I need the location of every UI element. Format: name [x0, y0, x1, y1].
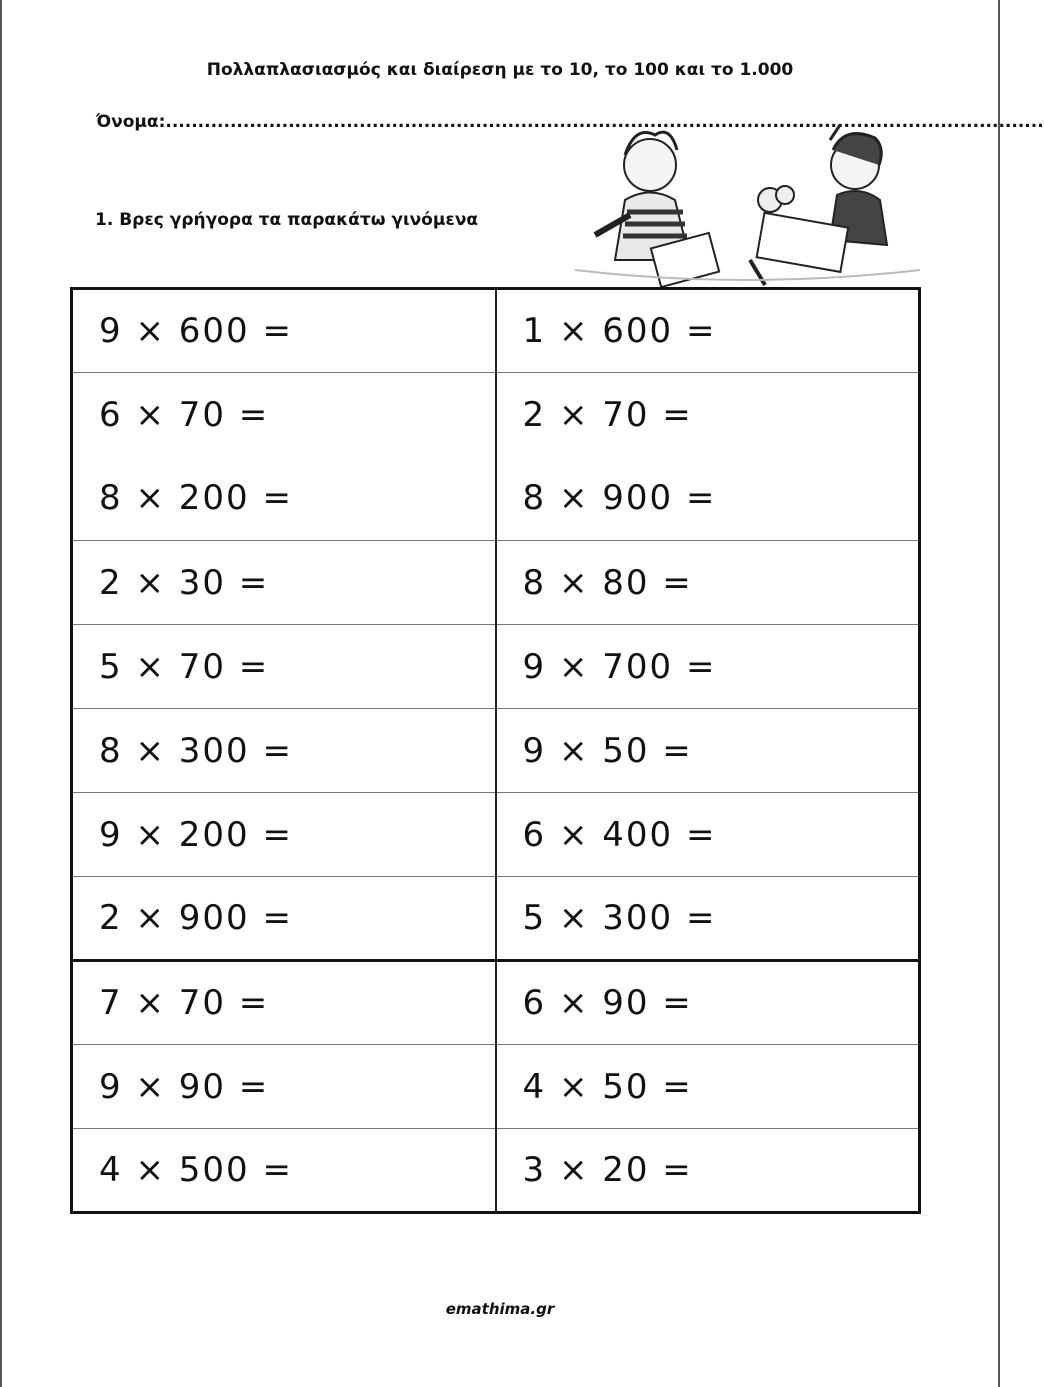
- problem-cell: 6 × 70 =: [72, 373, 496, 457]
- table-row: [72, 625, 920, 709]
- problem-cell: 4 × 500 =: [72, 1129, 496, 1213]
- name-field-line: Όνομα:........................................................................................................................................: [96, 112, 1044, 132]
- table-row: [72, 1045, 920, 1129]
- problem-cell: 9 × 700 =: [496, 625, 920, 709]
- problem-cell: 6 × 400 =: [496, 793, 920, 877]
- problem-cell: 2 × 30 =: [72, 541, 496, 625]
- table-row: [72, 373, 920, 457]
- problem-cell: 8 × 900 =: [496, 457, 920, 541]
- problem-cell: 2 × 900 =: [72, 877, 496, 961]
- problem-cell: 8 × 300 =: [72, 709, 496, 793]
- table-row: [72, 1129, 920, 1213]
- children-homework-illustration: [575, 120, 920, 290]
- problem-cell: 8 × 200 =: [72, 457, 496, 541]
- problem-cell: 1 × 600 =: [496, 289, 920, 373]
- problem-cell: 2 × 70 =: [496, 373, 920, 457]
- problems-table: [70, 287, 921, 1214]
- problem-cell: 8 × 80 =: [496, 541, 920, 625]
- table-row: [72, 457, 920, 541]
- problem-cell: 9 × 50 =: [496, 709, 920, 793]
- table-row: [72, 541, 920, 625]
- table-row: [72, 877, 920, 961]
- problem-cell: 5 × 70 =: [72, 625, 496, 709]
- exercise-heading: 1. Βρες γρήγορα τα παρακάτω γινόμενα: [95, 210, 479, 230]
- table-row: [72, 289, 920, 373]
- worksheet-title: Πολλαπλασιασμός και διαίρεση με το 10, το 100 και το 1.000: [206, 60, 794, 80]
- problem-cell: 6 × 90 =: [496, 961, 920, 1045]
- problem-cell: 9 × 600 =: [72, 289, 496, 373]
- footer-site-name: emathima.gr: [445, 1300, 555, 1318]
- table-row: [72, 709, 920, 793]
- problem-cell: 9 × 90 =: [72, 1045, 496, 1129]
- problem-cell: 7 × 70 =: [72, 961, 496, 1045]
- table-row: [72, 793, 920, 877]
- problem-cell: 3 × 20 =: [496, 1129, 920, 1213]
- problem-cell: 4 × 50 =: [496, 1045, 920, 1129]
- problem-cell: 5 × 300 =: [496, 877, 920, 961]
- problem-cell: 9 × 200 =: [72, 793, 496, 877]
- table-row: [72, 961, 920, 1045]
